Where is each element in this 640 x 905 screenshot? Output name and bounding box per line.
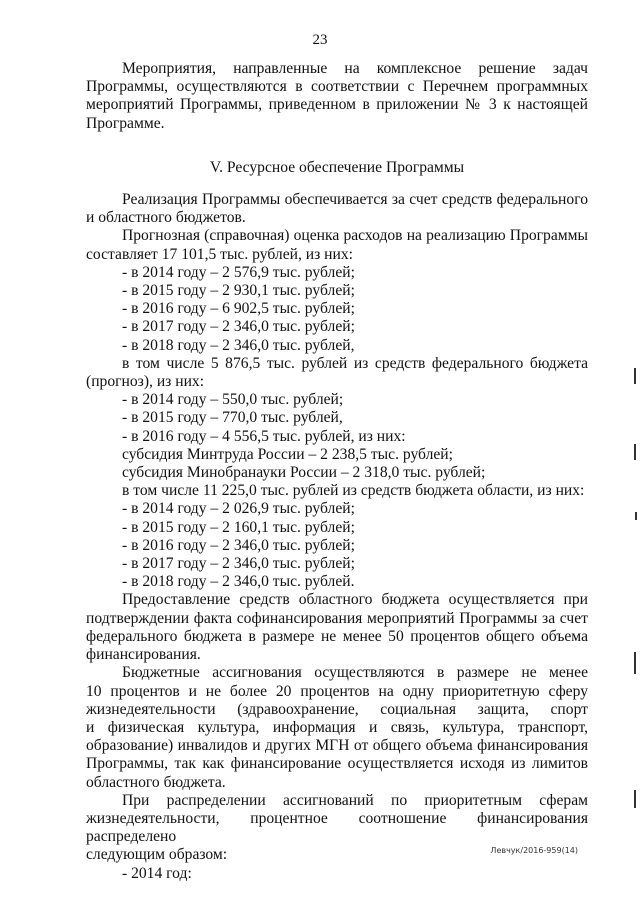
list-item: субсидия Минтруда России – 2 238,5 тыс. рублей;: [122, 445, 453, 463]
list-item: - в 2017 году – 2 346,0 тыс. рублей;: [122, 555, 355, 573]
list-item: - в 2018 году – 2 346,0 тыс. рублей,: [122, 336, 355, 354]
text-line: финансирования.: [86, 646, 201, 664]
scan-edge-mark: [634, 790, 636, 808]
list-item: - в 2016 году – 6 902,5 тыс. рублей;: [122, 300, 355, 318]
text-line: 10 процентов и не более 20 процентов на одну приоритетную сферу: [86, 682, 588, 700]
list-regional-by-year: [86, 500, 588, 591]
text-line: При распределении ассигнований по приоритетным сферам: [122, 791, 588, 809]
text-line: и физическая культура, информация и связь, культура, транспорт,: [86, 718, 588, 736]
list-item: субсидия Минобранауки России – 2 318,0 тыс. рублей;: [122, 464, 486, 482]
paragraph-allocations-cont: [86, 683, 588, 774]
list-item: - в 2018 году – 2 346,0 тыс. рублей.: [122, 573, 355, 591]
text-line: Бюджетные ассигнования осуществляются в размере не менее: [122, 664, 588, 682]
paragraph-federal: [86, 355, 588, 373]
text-line: образование) инвалидов и других МГН от общего объема финансирования: [86, 737, 588, 755]
list-item: - в 2014 году – 2 576,9 тыс. рублей;: [122, 263, 355, 281]
list-final: [86, 865, 588, 883]
list-item: - в 2016 году – 2 346,0 тыс. рублей;: [122, 536, 355, 554]
list-item: - в 2015 году – 770,0 тыс. рублей,: [122, 409, 343, 427]
footer-code: Левчук/2016-959(14): [490, 846, 578, 855]
list-item: - 2014 год:: [122, 864, 192, 882]
text-line: жизнедеятельности (здравоохранение, социальная защита, спорт: [86, 700, 588, 718]
list-item: - в 2015 году – 2 930,1 тыс. рублей;: [122, 282, 355, 300]
text-line: Реализация Программы обеспечивается за счет средств федерального: [122, 191, 588, 209]
list-item: - в 2015 году – 2 160,1 тыс. рублей;: [122, 518, 355, 536]
paragraph-activities: [86, 60, 588, 78]
document-body: [86, 60, 588, 883]
list-total-by-year: [86, 264, 588, 355]
list-federal-by-year: [86, 391, 588, 482]
text-line: следующим образом:: [86, 846, 228, 864]
text-line: составляет 17 101,5 тыс. рублей, из них:: [86, 245, 353, 263]
text-line: жизнедеятельности, процентное соотношение финансирования распределено: [86, 809, 588, 846]
scan-edge-mark: [635, 512, 637, 520]
paragraph-allocations: [86, 664, 588, 682]
paragraph-activities-cont: [86, 78, 588, 114]
text-line: федерального бюджета в размере не менее 50 процентов общего объема: [86, 627, 588, 645]
paragraph-estimate: [86, 227, 588, 245]
paragraph-regional: [86, 482, 588, 500]
list-item: - в 2017 году – 2 346,0 тыс. рублей;: [122, 318, 355, 336]
text-line: Прогнозная (справочная) оценка расходов на реализацию Программы: [122, 227, 588, 245]
text-line: Программы, осуществляются в соответствии с Перечнем программных: [86, 78, 588, 96]
text-line: в том числе 5 876,5 тыс. рублей из средств федерального бюджета: [122, 354, 588, 372]
text-line: и областного бюджетов.: [86, 209, 246, 227]
page-number: 23: [312, 32, 328, 48]
scan-edge-mark: [634, 652, 636, 674]
text-line: Программе.: [86, 114, 165, 132]
paragraph-distribution-cont: [86, 810, 588, 846]
text-line: Мероприятия, направленные на комплексное решение задач: [122, 60, 588, 77]
paragraph-cofinancing: [86, 591, 588, 609]
section-title: V. Ресурсное обеспечение Программы: [209, 158, 465, 176]
scan-edge-mark: [634, 368, 636, 384]
text-line: Программы, так как финансирование осуществляется исходя из лимитов: [86, 755, 588, 773]
text-line: в том числе 11 225,0 тыс. рублей из средств бюджета области, из них:: [122, 482, 585, 500]
paragraph-financing: [86, 191, 588, 209]
scan-edge-mark: [634, 444, 636, 460]
text-line: мероприятий Программы, приведенном в приложении № 3 к настоящей: [86, 96, 588, 114]
paragraph-distribution: [86, 792, 588, 810]
paragraph-cofinancing-cont: [86, 610, 588, 646]
list-item: - в 2016 году – 4 556,5 тыс. рублей, из них:: [122, 427, 406, 445]
text-line: (прогноз), из них:: [86, 373, 205, 391]
text-line: Предоставление средств областного бюджета осуществляется при: [122, 591, 588, 609]
list-item: - в 2014 году – 550,0 тыс. рублей;: [122, 391, 344, 409]
list-item: - в 2014 году – 2 026,9 тыс. рублей;: [122, 500, 355, 518]
text-line: областного бюджета.: [86, 773, 226, 791]
text-line: подтверждении факта софинансирования мероприятий Программы за счет: [86, 609, 588, 627]
